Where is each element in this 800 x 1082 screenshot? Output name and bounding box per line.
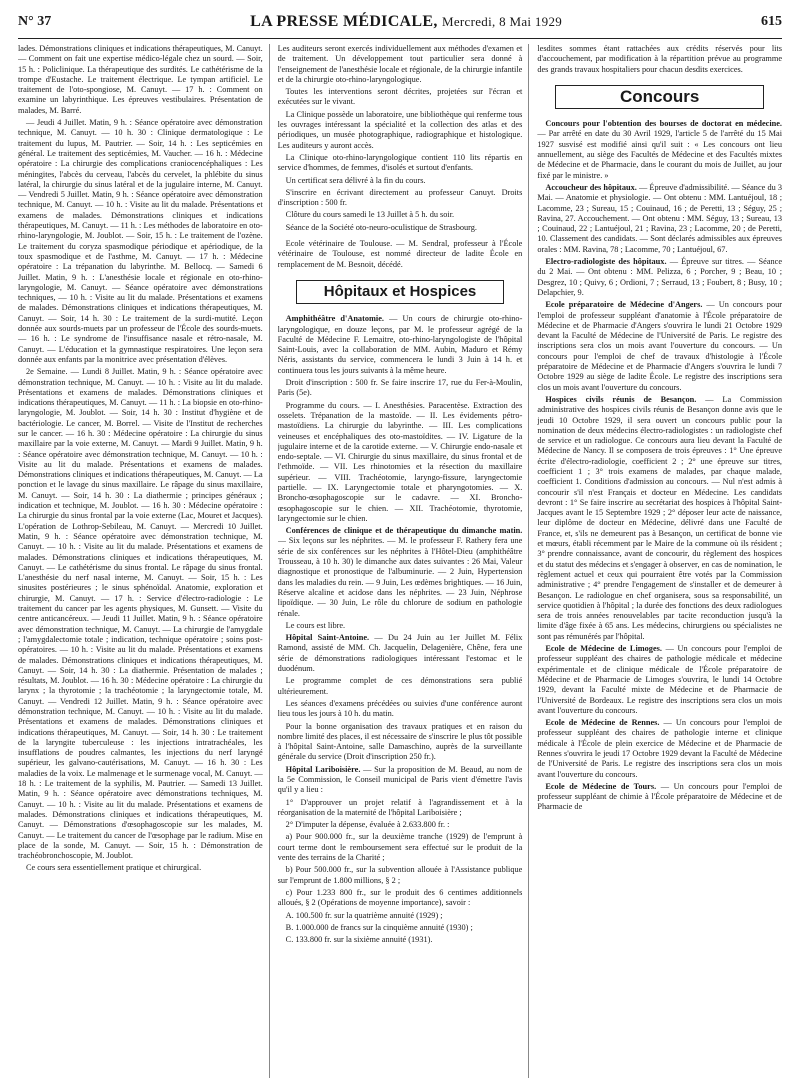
column-2 (278, 44, 530, 1078)
list-item: C. 133.800 fr. sur la sixième annuité (1931). (285, 935, 433, 945)
paragraph: Le cours est libre. (285, 620, 346, 630)
conferences-title: Conférences de clinique et de thérapeutique du dimanche matin. (285, 526, 523, 536)
concours-item-text: — La Commission administrative des hospices civils réunis de Besançon donne avis que le jeudi 10 Octobre 1929, il sera ouvert un concours public pour la nomination de deux médecins électro-radiologistes : un radiologiste chef de service et un radiologue. Ce concours aura lieu devant la Faculté de Médecine de Nancy. Il se composera de trois épreuves : 1° Une épreuve écrite d'électro-radiologie, coefficient 2 ; 2° une épreuve sur titres, coefficient 1 ; 3° trois examens de malades, par chaque malade, coefficient 1. Conditions d'admission au concours. — Nul n'est admis à concourir s'il n'est Français et docteur en Médecine. Les candidats devront : 1° Se faire inscrire au secrétariat des hospices à l'hôpital Saint-Jacques avant le 15 Septembre 1929 ; 2° déposer leur acte de naissance, leur diplôme de docteur en Médecine, délivré dans une Faculté de France, et, s'ils ne demeurent pas à Besançon, un certificat de bonne vie et mœurs, établi récemment par le Maire de la commune où ils résident ; 3° prendre connaissance, avant de concourir, du règlement des hospices et du statut des médecins et s'engager à observer, en cas de nomination, le règlement actuel et ceux qui pourraient être votés par la Commission administrative ; 4° prendre l'engagement de s'installer et de demeurer à Besançon. Le radiologue en chef organisera, sous sa responsabilité, un service quotidien à l'hôpital ; la durée des fonctions des deux radiologues sera de trois années renouvelables par tacite reconduction jusqu'à la limite d'âge fixée à 65 ans. Les médecins, chirurgiens ou spécialistes ne sont pas rémunérés par l'hôpital. (537, 394, 783, 641)
concours-item (537, 300, 782, 393)
column-1 (18, 44, 270, 1078)
paragraph: Clôture du cours samedi le 13 Juillet à 5 h. du soir. (285, 210, 455, 220)
concours-item-title: Ecole de Médecine de Rennes. (545, 718, 660, 728)
page-number: 615 (761, 14, 782, 29)
conferences-notice (278, 526, 523, 619)
paragraph: lades. Démonstrations cliniques et indications thérapeutiques, M. Canuyt. — Comment on fait une expertise médico-légale chez un sourd. — Soir, 15 h. : Policlinique. La thérapeutique des surdités. Le cathétérisme de la trompe d'Eustache. Le traitement électrique. Le tympan artificiel. Le traitement de l'oto-spongiose, M. Canuyt. — 17 h. : Comment on examine un labyrinthique. Les épreuves vestibulaires. Présentation de malades, M. Barré. (18, 44, 263, 115)
concours-item-text: — Un concours pour l'emploi de professeur suppléant d'anatomie à l'École préparatoire de Médecine et de Pharmacie d'Angers s'ouvrira le lundi 21 Octobre 1929 devant la Faculté de Médecine de l'Université de Paris. Le registre des inscriptions sera clos un mois avant l'ouverture du concours. — Un concours pour l'emploi de chef de travaux d'histologie à l'École préparatoire de Médecine et de Pharmacie d'Angers s'ouvrira le lundi 7 Octobre 1929 au siège de ladite École. Le registre des inscriptions sera clos un mois avant l'ouverture du concours. (537, 300, 783, 392)
paragraph: Un certificat sera délivré à la fin du cours. (285, 175, 426, 185)
concours-item-text: — Épreuve d'admissibilité. — Séance du 3 Mai. — Anatomie et physiologie. — Ont obtenu : MM. Lantuéjoul, 18 ; Lacomme, 23 ; Sureau, 15 ; Couinaud, 16 ; de Peretti, 13 ; Séguy, 25 ; Ravina, 27. Accouchement. — Ont obtenu : MM. Séguy, 13 ; Sureau, 13 ; Couinaud, 22 ; Lantuéjoul, 21 ; Ravina, 23 ; Lacomme, 20 ; de Peretti, 10. Classement des candidats. — Sont déclarés admissibles aux épreuves orales : MM. Ravina, 78 ; Lacomme, 70 ; Lantuéjoul, 67. (537, 182, 783, 254)
journal-title (250, 13, 562, 31)
veterinaire-notice: Ecole vétérinaire de Toulouse. — M. Sendral, professeur à l'École vétérinaire de Toulouse, est nommé directeur de ladite École en remplacement de M. Besnoit, décédé. (277, 239, 523, 269)
paragraph: Droit d'inscription : 500 fr. Se faire inscrire 17, rue du Fer-à-Moulin, Paris (5e). (277, 378, 523, 398)
saint-antoine-notice (278, 633, 523, 674)
concours-item (537, 183, 782, 255)
list-item: 2° D'imputer la dépense, évaluée à 2.633.800 fr. : (285, 820, 450, 830)
paragraph: 2e Semaine. — Lundi 8 Juillet. Matin, 9 h. : Séance opératoire avec démonstration technique, M. Canuyt. — 10 h. : Visite au lit du malade. Présentations et examens de malades. Démonstrations cliniques et indications thérapeutiques, M. Canuyt. — 11 h. : La biopsie en oto-rhino-laryngologie, M. Joublot. — Soir, 14 h. 30 : Institut d'hygiène et de bactériologie. Le cancer, M. Borrel. — Visite de l'Institut de recherches sur le cancer. — 16 h. 30 : Médecine opératoire : La chirurgie du sinus maxillaire par la voie externe, M. Canuyt. — Mardi 9 Juillet. Matin, 9 h. : Séance opératoire avec démonstration technique, M. Canuyt. — 10 h. : Visite au lit du malade. Présentations et examens de malades. Démonstrations cliniques et indications thérapeutiques, M. Canuyt. — La ponction et le lavage du sinus maxillaire. Le râpage du sinus maxillaire, M. Canuyt. — Soir, 14 h. 30 : La diathermie ; principes généraux ; indication et technique, M. Joublot. — 16 h. 30 : Médecine opératoire : La chirurgie du sinus frontal par la voie externe (Lac, Mouret et Jacques). L'opération de Lothrop-Sebileau, M. Canuyt. — Mercredi 10 Juillet. Matin, 9 h. : Séance opératoire avec démonstration technique, M. Canuyt. — 10 h. : Visite au lit du malade. Présentations et examens de malades. Démonstrations cliniques et indications thérapeutiques, M. Canuyt. — Le cathétérisme du sinus frontal. Le râpage du sinus frontal. L'anesthésie du nerf nasal interne, M. Canuyt. — Soir, 15 h. : Les sinusites postérieures ; le sinus sphénoïdal. Anatomie, exploration et chirurgie, M. Canuyt. — 17 h. : Service d'électro-radiologie : Le traitement du cancer par les agents physiques, M. Gunsett. — Visite du centre anticancéreux. — Jeudi 11 Juillet. Matin, 9 h. : Séance opératoire avec démonstration technique, M. Canuyt. — La chirurgie de l'amygdale ; l'amygdalectomie totale ; indication, technique opératoire ; soins post-opératoires. — 10 h. : Visite au lit du malade. Présentations et examens de malades. Démonstrations cliniques et indications thérapeutiques, M. Canuyt. — Soir, 14 h. 30 : La diathermie. Présentation de malades ; résultats, M. Joublot. — 16 h. 30 : Médecine opératoire : La chirurgie du larynx ; la thyrotomie ; la trachéotomie ; la laryngectomie totale, M. Canuyt. — Vendredi 12 Juillet. Matin, 9 h. : Séance opératoire avec démonstration technique, M. Canuyt. — 10 h. : Visite au lit du malade. Présentations et examens de malades. Démonstrations cliniques et indications thérapeutiques, M. Canuyt. — Soir, 14 h. 30 : Le traitement de la laryngite tuberculeuse : les injections intratrachéales, les insufflations de poudres calmantes, les injections du nerf laryngé supérieur, les galvano-cautérisations, M. Canuyt. — 16 h. 30 : Les maladies de la voix. Le malmenage et le surmenage vocal, M. Canuyt. — 18 h. : Le traitement de la syphilis, M. Pautrier. — Samedi 13 Juillet. Matin, 9 h. : Séance opératoire avec démonstrations techniques, M. Canuyt. — 10 h. : Visite au lit du malade. Présentations et examens de malades. Démonstrations cliniques et indications thérapeutiques, M. Canuyt. — Démonstrations d'œsophagoscopie sur les malades, M. Canuyt. — Le traitement du cancer de l'œsophage par le radium. Mise en place de la sonde, M. Canuyt. — Soir, 15 h. : Démonstration de trachéobronchoscopie, M. Joublot. (18, 367, 263, 861)
journal-name: LA PRESSE MÉDICALE, (250, 13, 438, 30)
concours-item-title: Concours pour l'obtention des bourses de doctorat en médecine. (545, 119, 783, 129)
paragraph: Programme du cours. — I. Anesthésies. Paracentèse. Extraction des osselets. Trépanation de la mastoïde. — II. Les évidements pétro-mastoïdiens. La chirurgie du labyrinthe. — III. Les complications veineuses et encéphaliques des oto-mastoïdites. — IV. Ligature de la jugulaire interne et de la carotide externe. — V. Chirurgie endo-nasale et endo-septale. — VI. Chirurgie du sinus maxillaire, du sinus frontal et de l'ethmoïde. — VII. Les rhinotomies et la résection du maxillaire supérieur. — VIII. Trachéotomie, laryngo-fissure, laryngectomie partielle. — IX. Laryngectomie totale et pharyngotomies. — X. Broncho-œsophagoscopie sur le cadavre. — XI. Broncho-œsophagoscopie sur le chien. — XII. Trachéotomie, thyrotomie, laryngectomie sur le chien. (277, 400, 523, 523)
section-title-hopitaux: Hôpitaux et Hospices (296, 280, 505, 304)
amphitheatre-title: Amphithéâtre d'Anatomie. (285, 314, 384, 324)
concours-item-text: — Un concours pour l'emploi de professeur suppléant des chaires de pathologie interne et clinique médicale à l'École de plein exercice de Médecine et de Pharmacie de Rennes s'ouvrira le jeudi 17 Octobre 1929 devant la Faculté de Médecine de l'Université de Paris. Le registre des inscriptions sera clos un mois avant l'ouverture du concours. (537, 718, 783, 779)
concours-item-title: Electro-radiologiste des hôpitaux. (545, 257, 667, 267)
paragraph: lesdites sommes étant rattachées aux crédits réservés pour lits d'accouchement, par modification à la répartition prévue au programme des grands travaux hospitaliers pour chacun desdits exercices. (537, 44, 783, 74)
concours-item-title: Ecole de Médecine de Tours. (545, 781, 657, 791)
issue-date: Mercredi, 8 Mai 1929 (441, 14, 563, 29)
lariboisiere-title: Hôpital Lariboisière. (285, 764, 361, 774)
page-header (18, 6, 782, 39)
list-item: A. 100.500 fr. sur la quatrième annuité (1929) ; (285, 910, 443, 920)
paragraph: S'inscrire en écrivant directement au professeur Canuyt. Droits d'inscription : 500 fr. (277, 187, 523, 208)
concours-item-text: — Épreuve sur titres. — Séance du 2 Mai. — Ont obtenu : MM. Pelizza, 6 ; Porcher, 9 ; Beau, 10 ; Desgrez, 10 ; Quivy, 6 ; Ordioni, 7 ; Serraud, 13 ; Foubert, 8 ; Busy, 10 ; Delapchier, 9. (537, 257, 783, 297)
list-item: B. 1.000.000 de francs sur la cinquième annuité (1930) ; (285, 922, 473, 932)
paragraph: Ce cours sera essentiellement pratique et chirurgical. (26, 863, 202, 873)
amphitheatre-text: — Un cours de chirurgie oto-rhino-laryngologique, en douze leçons, par M. le professeur agrégé de la Faculté de Médecine F. Lemaitre, oto-rhino-laryngologiste de l'hôpital Saint-Louis, avec la collaboration de MM. Aubin, Maduro et Rémy Néris, assistants du service, commencera le lundi 3 Juin à 14 h. et continuera tous les jours suivants à la même heure. (277, 314, 523, 375)
saint-antoine-title: Hôpital Saint-Antoine. (285, 633, 370, 643)
concours-item (537, 257, 782, 298)
list-item: c) Pour 1.233 800 fr., sur le produit des 6 centimes additionnels alloués, § 2 (Opérations de moyenne importance), savoir : (277, 887, 523, 908)
list-item: b) Pour 500.000 fr., sur la subvention allouée à l'Assistance publique sur l'emprunt de 1.800 millions, § 2 ; (277, 865, 523, 885)
list-item: 1° D'approuver un projet relatif à l'agrandissement et à la réorganisation de la maternité de l'hôpital Lariboisière ; (277, 797, 523, 817)
concours-item (537, 782, 782, 813)
concours-item-text: — Un concours pour l'emploi de professeur suppléant des chaires de pathologie médicale et médecine expérimentale et de clinique médicale de l'École préparatoire de Médecine et de Pharmacie de Limoges s'ouvrira, le lundi 14 Octobre 1929, devant la Faculté mixte de Médecine et de Pharmacie de l'Université de Bordeaux. Le registre des inscriptions sera clos un mois avant l'ouverture du concours. (537, 644, 783, 715)
concours-item-title: Ecole de Médecine de Limoges. (545, 644, 662, 654)
paragraph: La Clinique possède un laboratoire, une bibliothèque qui renferme tous les ouvrages intéressant la spécialité et la collection des atlas et des périodiques, un musée photographique, radiographique et histologique. Les auditeurs y auront accès. (277, 109, 523, 150)
concours-item (537, 718, 782, 780)
concours-item-text: — Par arrêté en date du 30 Avril 1929, l'article 5 de l'arrêté du 15 Mai 1927 susvisé est modifié ainsi qu'il suit : « Les concours ont lieu annuellement, au siège des Facultés de Médecine et des Facultés mixtes de Médecine et de Pharmacie, dans le courant du mois de Juillet, au jour fixé par le ministre. » (537, 129, 783, 180)
conferences-text: — Six leçons sur les néphrites. — M. le professeur F. Rathery fera une série de six conférences sur les néphrites à l'Hôtel-Dieu (amphithéâtre Trousseau, à 10 h. 30) le dimanche aux dates suivantes : 26 Mai, Valeur diagnostique et pronostique de l'albuminurie. — 2 Juin, Hypertension dans les maladies du rein. — 9 Juin, Les œdèmes brightiques. — 16 Juin, Réserve alcaline et acidose dans les néphrites. — 23 Juin, Néphrose lipoïdique. — 30 Juin, Le rôle du chlorure de sodium en pathologie rénale. (277, 536, 523, 618)
column-3 (537, 44, 782, 1078)
concours-item-title: Hospices civils réunis de Besançon. (545, 394, 697, 404)
amphitheatre-notice (278, 314, 523, 376)
concours-item (537, 395, 782, 642)
saint-antoine-text: — Du 24 Juin au 1er Juillet M. Félix Ramond, assisté de MM. Ch. Jacquelin, Delagenière, Chêne, fera une série de démonstrations radiologiques intéressant l'estomac et le duodénum. (277, 633, 523, 674)
paragraph: Le programme complet de ces démonstrations sera publié ultérieurement. (277, 676, 523, 696)
concours-item (537, 119, 782, 181)
issue-number: N° 37 (18, 14, 52, 29)
section-title-concours: Concours (555, 85, 764, 109)
list-item: a) Pour 900.000 fr., sur la deuxième tranche (1929) de l'emprunt à court terme dont le remboursement sera effectué sur le produit de la vente des terrains de la Charité ; (277, 832, 523, 863)
concours-item-title: Accoucheur des hôpitaux. (545, 182, 637, 192)
columns (18, 44, 782, 1078)
paragraph: La Clinique oto-rhino-laryngologique contient 110 lits répartis en service d'hommes, de femmes, d'isolés et surtout d'enfants. (277, 152, 523, 173)
paragraph: Les séances d'examens précédées ou suivies d'une conférence auront lieu tous les jours à 10 h. du matin. (277, 698, 523, 719)
concours-item-title: Ecole préparatoire de Médecine d'Angers. (545, 300, 703, 310)
paragraph: Séance de la Société oto-neuro-oculistique de Strasbourg. (285, 222, 477, 232)
lariboisiere-notice (278, 765, 523, 796)
paragraph: Toutes les interventions seront décrites, projetées sur l'écran et exécutées sur le vivant. (277, 87, 523, 107)
concours-item-text: — Un concours pour l'emploi de professeur suppléant de chimie à l'École préparatoire de Médecine et de Pharmacie de (537, 781, 783, 812)
paragraph: Les auditeurs seront exercés individuellement aux méthodes d'examen et de traitement. Un développement tout particulier sera donné à l'enseignement de l'anesthésie locale et régionale, de la chirurgie infantile et de la chirurgie oto-rhino-laryngologique. (277, 44, 523, 84)
lariboisiere-text: — Sur la proposition de M. Beaud, au nom de la 5e Commission, le Conseil municipal de Paris vient d'émettre l'avis qu'il y a lieu : (277, 764, 523, 795)
paragraph: — Jeudi 4 Juillet. Matin, 9 h. : Séance opératoire avec démonstration technique, M. Canuyt. — 10 h. 30 : Clinique dermatologique : Le traitement du lupus, M. Pautrier. — Soir, 14 h. : Les septicémies en général. Le traitement des septicémies, M. Vaucher. — 16 h. : Médecine opératoire : La chirurgie des complications craniocencéphaliques : Les méningites, l'abcès du cerveau, l'abcès du cervelet, la phlébite du sinus latéral, la chirurgie du sinus latéral et de la jugulaire interne, M. Canuyt. — Vendredi 5 Juillet. Matin, 9 h. : Séance opératoire avec démonstration technique, M. Canuyt. — 10 h. : Visite au lit du malade. Présentations et examens de malades. Démonstrations cliniques et indications thérapeutiques, M. Canuyt. — 11 h. : Les méthodes de laboratoire en oto-rhino-laryngologie, M. Joublot. — Soir, 15 h. : Le traitement de l'ozène. Le traitement du coryza spasmodique périodique et apériodique, de la toux spasmodique et de l'asthme, M. Canuyt. — 17 h. : Médecine opératoire : La trépanation du labyrinthe. M. Bellocq. — Samedi 6 Juillet. Matin, 9 h. : L'anesthésie locale et régionale en oto-rhino-laryngologie, M. Canuyt. — Séance opératoire avec démonstrations techniques, — 10 h. : Visite au lit du malade. Présentations et examens de malades. Démonstrations cliniques et indications thérapeutiques, M. Canuyt. — Soir, 14 h. 30 : Le traitement de la surdi-mutité. Leçon donnée aux sourds-muets par un professeur de l'École des sourds-muets. — 16 h. : Le syndrome de l'insuffisance nasale et rétro-nasale, M. Canuyt. — L'éducation et la gymnastique respiratoires. Une leçon sera donnée aux enfants par la monitrice avec présentation d'élèves. (18, 118, 263, 364)
paragraph: Pour la bonne organisation des travaux pratiques et en raison du nombre limité des places, il est nécessaire de s'inscrire le plus tôt possible à l'hôpital Saint-Antoine, salle Damaschino, auprès de la surveillante générale du service (Droit d'inscription 250 fr.). (277, 721, 523, 762)
concours-item (537, 644, 782, 716)
